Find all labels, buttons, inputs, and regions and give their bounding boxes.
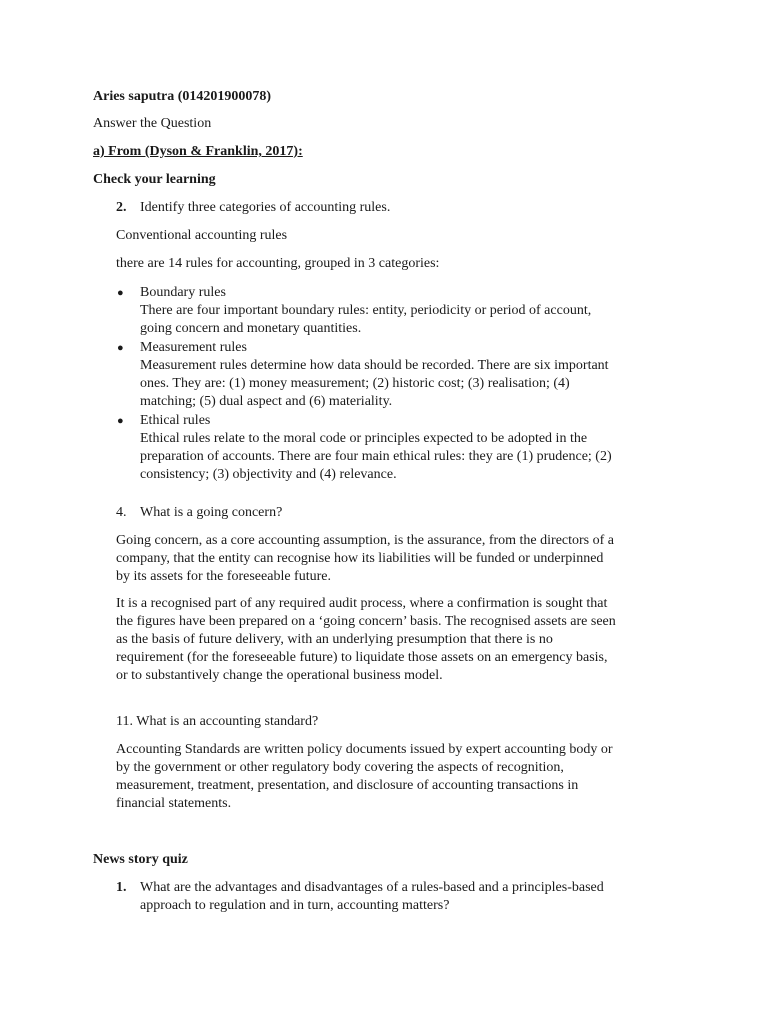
paragraph-line: approach to regulation and in turn, accounting matters? [140, 898, 450, 913]
section-a-heading [93, 143, 303, 161]
bullet-line: ones. They are: (1) money measurement; (2) historic cost; (3) realisation; (4) [140, 376, 570, 391]
bullet-title-measurement: Measurement rules [140, 340, 247, 355]
q4-question: What is a going concern? [140, 505, 283, 520]
news-quiz-heading: News story quiz [93, 852, 188, 867]
intro-text: Answer the Question [93, 116, 212, 131]
paragraph-line: the figures have been prepared on a ‘going concern’ basis. The recognised assets are seen [116, 614, 616, 629]
author-line: Aries saputra (014201900078) [93, 89, 272, 104]
paragraph-line: measurement, treatment, presentation, and disclosure of accounting transactions in [116, 778, 579, 793]
q11-question: 11. What is an accounting standard? [116, 714, 319, 729]
paragraph-line: financial statements. [116, 796, 232, 811]
news-q1-number: 1. [116, 880, 127, 895]
paragraph-line: What are the advantages and disadvantages of a rules-based and a principles-based [140, 880, 604, 895]
q2-subtitle: Conventional accounting rules [116, 228, 288, 243]
bullet-title-boundary: Boundary rules [140, 285, 226, 300]
paragraph-line: Accounting Standards are written policy documents issued by expert accounting body or [116, 742, 613, 757]
check-learning-heading: Check your learning [93, 172, 216, 187]
paragraph-line: It is a recognised part of any required audit process, where a confirmation is sought that [116, 596, 608, 611]
q2-question: Identify three categories of accounting rules. [140, 200, 391, 215]
q4-number: 4. [116, 505, 127, 520]
bullet-icon: ● [117, 287, 124, 299]
q2-number: 2. [116, 200, 127, 215]
bullet-line: going concern and monetary quantities. [140, 321, 362, 336]
paragraph-line: by its assets for the foreseeable future. [116, 569, 331, 584]
bullet-line: Measurement rules determine how data should be recorded. There are six important [140, 358, 609, 373]
bullet-line: Ethical rules relate to the moral code or principles expected to be adopted in the [140, 431, 588, 446]
bullet-line: There are four important boundary rules: entity, periodicity or period of account, [140, 303, 592, 318]
paragraph-line: or to substantively change the operational business model. [116, 668, 443, 683]
paragraph-line: requirement (for the foreseeable future) to liquidate those assets on an emergency basis, [116, 650, 608, 665]
section-a-heading-text: a) From (Dyson & Franklin, 2017): [93, 144, 303, 159]
bullet-title-ethical: Ethical rules [140, 413, 211, 428]
q2-intro: there are 14 rules for accounting, grouped in 3 categories: [116, 256, 440, 271]
bullet-line: matching; (5) dual aspect and (6) materiality. [140, 394, 393, 409]
paragraph-line: by the government or other regulatory body covering the aspects of recognition, [116, 760, 564, 775]
bullet-line: preparation of accounts. There are four main ethical rules: they are (1) prudence; (2) [140, 449, 612, 464]
bullet-icon: ● [117, 342, 124, 354]
paragraph-line: as the basis of future delivery, with an underlying presumption that there is no [116, 632, 553, 647]
bullet-icon: ● [117, 415, 124, 427]
paragraph-line: company, that the entity can recognise how its liabilities will be funded or underpinned [116, 551, 604, 566]
bullet-line: consistency; (3) objectivity and (4) relevance. [140, 467, 397, 482]
paragraph-line: Going concern, as a core accounting assumption, is the assurance, from the directors of a [116, 533, 614, 548]
